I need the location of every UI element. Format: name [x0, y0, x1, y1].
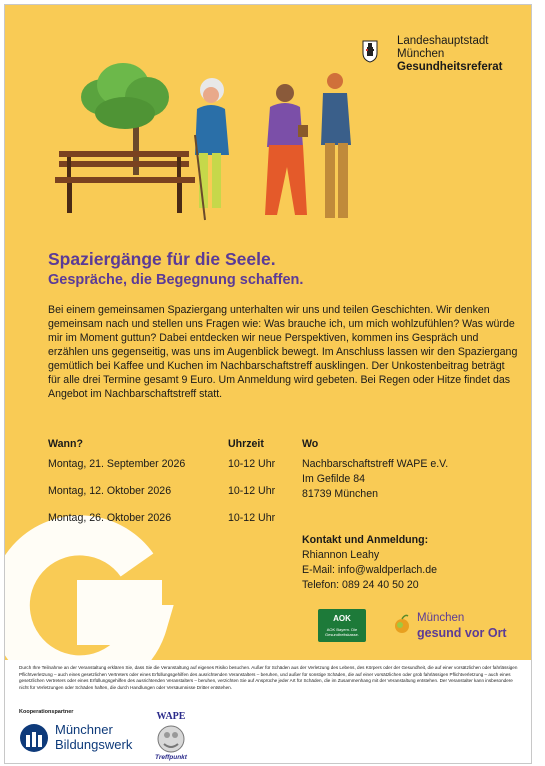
schedule-head-where: Wo — [302, 438, 319, 450]
walking-people-illustration — [45, 55, 365, 230]
schedule-date: Montag, 12. Oktober 2026 — [48, 485, 172, 497]
wape-name: WAPE — [156, 711, 186, 722]
contact-email[interactable]: E-Mail: info@waldperlach.de — [302, 564, 437, 576]
apple-icon — [393, 613, 411, 635]
contact-title: Kontakt und Anmeldung: — [302, 534, 429, 546]
contact-phone: Telefon: 089 24 40 50 20 — [302, 579, 419, 591]
schedule-time: 10-12 Uhr — [228, 485, 276, 497]
gvo-line1: München — [417, 612, 465, 624]
venue-address — [302, 457, 448, 502]
schedule-time: 10-12 Uhr — [228, 458, 276, 470]
gvo-line2: gesund vor Ort — [417, 626, 507, 640]
aok-logo-text: AOK — [333, 614, 351, 623]
wape-logo — [145, 711, 197, 763]
partners-label: Kooperationspartner — [19, 709, 74, 715]
venue-name: Nachbarschaftstreff WAPE e.V. — [302, 458, 449, 470]
muenchner-bildungswerk-logo — [19, 719, 139, 755]
mbw-line2: Bildungswerk — [55, 737, 133, 752]
venue-city: 81739 München — [302, 488, 378, 500]
schedule-head-time: Uhrzeit — [228, 438, 264, 450]
aok-logo-subtext: AOK Bayern. Die Gesundheitskasse. — [324, 627, 360, 637]
wape-badge-icon — [156, 724, 186, 754]
aok-logo — [318, 609, 366, 642]
schedule-date: Montag, 26. Oktober 2026 — [48, 512, 172, 524]
poster-area — [5, 5, 531, 660]
mbw-line1: Münchner — [55, 722, 113, 737]
page-subtitle: Gespräche, die Begegnung schaffen. — [48, 272, 304, 288]
gesund-vor-ort-logo — [393, 611, 531, 645]
flyer-page — [4, 4, 532, 764]
contact-name: Rhiannon Leahy — [302, 549, 380, 561]
header-line1: Landeshauptstadt — [397, 35, 489, 47]
schedule-time: 10-12 Uhr — [228, 512, 276, 524]
liability-fineprint: Durch Ihre Teilnahme an der Veranstaltung erklären Sie, dass Sie die Veranstaltung auf eigenes Risiko besuchen. Außer für Schäden aus der Verletzung des Lebens, des Körpers oder der Gesundheit, die auf einer vorsätzlichen oder fahrlässigen Pflichtverletzung – auch eines gesetzlichen Vertreters oder eines Erfüllungsgehilfen des ausrichtenden Veranstalters – beruhen, und außer für sonstige Schäden, die auf einer vorsätzlichen oder grob fahrlässigen Pflichtverletzung – auch eines gesetzlichen Vertreters oder eines Erfüllungsgehilfen des ausrichtenden Veranstalters – beruhen, verzichten Sie auf Ansprüche jeder Art für Schäden, die im Zusammenhang mit der Veranstaltung entstehen. Der Veranstalter kann insbesondere nicht für Verletzungen oder Schäden haften, die durch Handlungen oder Versäumnisse Dritter entstehen. — [19, 665, 518, 690]
intro-text: Bei einem gemeinsamen Spaziergang unterhalten wir uns und teilen Geschichten. Wir denken gemeinsam nach und stellen uns Fragen wie: Was brauche ich, um mich wohlzufühlen? Was würde mir im Moment guttun? Dabei entdecken wir neue Perspektiven, kommen ins Gespräch und erzählen uns gegenseitig, was uns im Augenblick bewegt. Im Anschluss lassen wir den Spaziergang gemütlich bei Kaffee und Kuchen im Nachbarschaftstreff ausklingen. Der Unkostenbeitrag beträgt für alle drei Termine gesamt 9 Euro. Um Anmeldung wird gebeten. Bei Regen oder Hitze findet das Angebot im Nachbarschaftstreff statt. — [48, 304, 518, 400]
schedule-head-when: Wann? — [48, 438, 83, 450]
bildungswerk-mark-icon — [19, 723, 49, 753]
wape-subtitle: Treffpunkt — [155, 754, 187, 761]
page-title: Spaziergänge für die Seele. — [48, 249, 276, 269]
header-line2: München — [397, 48, 445, 60]
contact-block — [302, 533, 437, 593]
schedule-date: Montag, 21. September 2026 — [48, 458, 186, 470]
big-g-graphic — [5, 505, 177, 660]
venue-street: Im Gefilde 84 — [302, 473, 366, 485]
header-line3: Gesundheitsreferat — [397, 61, 503, 73]
